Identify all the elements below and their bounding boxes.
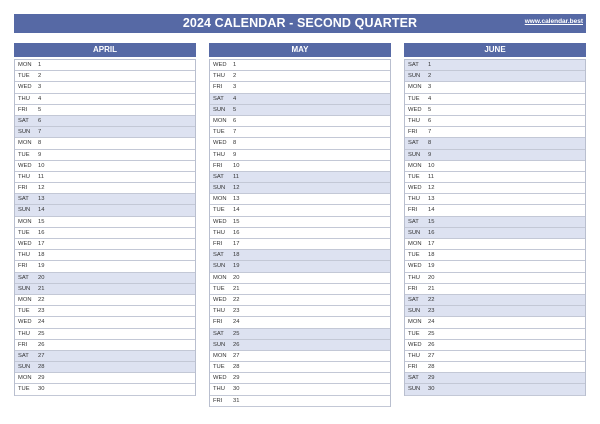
day-row: [15, 306, 195, 317]
day-row: [210, 217, 390, 228]
day-number: 11: [233, 173, 240, 180]
day-row: [15, 329, 195, 340]
day-row: [210, 396, 390, 407]
day-row: [405, 183, 585, 194]
weekday-label: WED: [213, 375, 227, 382]
day-row: [210, 150, 390, 161]
month-column-june: [404, 43, 586, 396]
weekday-label: FRI: [18, 263, 28, 270]
day-number: 17: [38, 241, 45, 247]
weekday-label: MON: [213, 274, 227, 281]
day-number: 23: [38, 308, 45, 315]
day-row: [405, 362, 585, 373]
weekday-label: THU: [213, 73, 225, 80]
day-number: 31: [233, 397, 240, 404]
day-number: 19: [233, 263, 240, 270]
day-number: 1: [233, 62, 237, 68]
weekday-label: THU: [408, 196, 420, 203]
day-row: [15, 82, 195, 93]
weekday-label: WED: [408, 263, 422, 270]
weekday-label: WED: [18, 84, 32, 91]
weekday-label: SAT: [408, 296, 419, 303]
weekday-label: SUN: [213, 341, 226, 348]
day-number: 1: [38, 62, 42, 68]
day-row: [15, 105, 195, 116]
day-number: 6: [38, 117, 42, 124]
day-number: 12: [233, 185, 240, 192]
weekday-label: THU: [213, 308, 225, 315]
weekday-label: SUN: [18, 129, 31, 136]
day-number: 17: [428, 241, 435, 247]
weekday-label: FRI: [213, 84, 223, 91]
day-row: [15, 217, 195, 228]
day-row: [15, 183, 195, 194]
day-row: [15, 284, 195, 295]
day-number: 25: [233, 330, 240, 337]
day-number: 27: [38, 352, 45, 359]
day-number: 17: [233, 241, 240, 247]
weekday-label: MON: [408, 84, 422, 91]
day-number: 20: [38, 274, 45, 281]
weekday-label: TUE: [408, 330, 420, 337]
website-link[interactable]: www.calendar.best: [524, 18, 583, 25]
day-row: [15, 150, 195, 161]
day-number: 1: [428, 62, 432, 68]
day-row: [210, 228, 390, 239]
day-row: [210, 373, 390, 384]
weekday-label: TUE: [18, 386, 30, 393]
day-number: 10: [233, 162, 240, 169]
day-number: 3: [428, 84, 432, 91]
weekday-label: WED: [18, 241, 32, 247]
day-number: 16: [233, 229, 240, 236]
day-number: 24: [233, 319, 240, 326]
day-row: [210, 295, 390, 306]
day-number: 9: [38, 151, 42, 158]
day-number: 30: [38, 386, 45, 393]
weekday-label: SAT: [213, 173, 224, 180]
day-number: 8: [233, 140, 237, 147]
weekday-label: SAT: [213, 330, 224, 337]
weekday-label: MON: [18, 375, 32, 382]
page-title: 2024 CALENDAR - SECOND QUARTER: [182, 16, 418, 30]
day-number: 22: [38, 296, 45, 303]
day-number: 21: [38, 285, 45, 292]
day-row: [210, 60, 390, 71]
weekday-label: WED: [213, 218, 227, 225]
day-row: [405, 161, 585, 172]
day-number: 5: [428, 106, 432, 113]
day-row: [15, 250, 195, 261]
day-row: [210, 261, 390, 272]
weekday-label: SUN: [18, 285, 31, 292]
weekday-label: TUE: [18, 151, 30, 158]
day-row: [15, 94, 195, 105]
title-banner: [14, 14, 586, 33]
day-row: [15, 362, 195, 373]
weekday-label: SAT: [408, 140, 419, 147]
weekday-label: SAT: [18, 352, 29, 359]
day-number: 15: [428, 218, 435, 225]
day-number: 8: [428, 140, 432, 147]
day-row: [405, 127, 585, 138]
weekday-label: SUN: [408, 229, 421, 236]
day-number: 16: [428, 229, 435, 236]
day-row: [210, 127, 390, 138]
day-number: 26: [233, 341, 240, 348]
day-row: [210, 94, 390, 105]
day-number: 6: [233, 117, 237, 124]
day-row: [15, 340, 195, 351]
day-row: [210, 138, 390, 149]
weekday-label: WED: [213, 140, 227, 147]
weekday-label: FRI: [18, 106, 28, 113]
day-number: 3: [38, 84, 42, 91]
day-row: [405, 295, 585, 306]
weekday-label: THU: [213, 386, 225, 393]
weekday-label: FRI: [213, 241, 223, 247]
day-row: [405, 273, 585, 284]
day-number: 24: [38, 319, 45, 326]
day-number: 4: [428, 95, 432, 102]
day-number: 5: [38, 106, 42, 113]
weekday-label: WED: [213, 296, 227, 303]
weekday-label: MON: [18, 62, 32, 68]
day-number: 27: [233, 352, 240, 359]
day-row: [15, 384, 195, 395]
weekday-label: FRI: [213, 162, 223, 169]
weekday-label: TUE: [213, 285, 225, 292]
day-number: 27: [428, 352, 435, 359]
day-row: [210, 194, 390, 205]
day-row: [15, 71, 195, 82]
day-number: 28: [38, 364, 45, 371]
day-row: [405, 284, 585, 295]
day-row: [15, 138, 195, 149]
day-row: [15, 261, 195, 272]
weekday-label: TUE: [213, 207, 225, 214]
weekday-label: THU: [213, 229, 225, 236]
day-number: 29: [428, 375, 435, 382]
day-number: 14: [233, 207, 240, 214]
day-number: 15: [38, 218, 45, 225]
day-number: 18: [233, 252, 240, 259]
day-number: 22: [428, 296, 435, 303]
day-number: 14: [38, 207, 45, 214]
day-number: 18: [38, 252, 45, 259]
day-number: 19: [38, 263, 45, 270]
day-row: [405, 228, 585, 239]
weekday-label: FRI: [213, 319, 223, 326]
weekday-label: MON: [213, 196, 227, 203]
day-number: 22: [233, 296, 240, 303]
day-number: 20: [428, 274, 435, 281]
weekday-label: SAT: [408, 62, 419, 68]
weekday-label: WED: [18, 162, 32, 169]
day-number: 24: [428, 319, 435, 326]
day-row: [210, 273, 390, 284]
day-row: [210, 329, 390, 340]
weekday-label: TUE: [408, 252, 420, 259]
day-row: [405, 150, 585, 161]
weekday-label: MON: [213, 117, 227, 124]
day-number: 2: [38, 73, 42, 80]
day-number: 2: [233, 73, 237, 80]
day-number: 2: [428, 73, 432, 80]
day-list: [14, 59, 196, 396]
month-header: MAY: [209, 43, 391, 57]
day-number: 11: [38, 173, 45, 180]
day-row: [210, 71, 390, 82]
day-number: 3: [233, 84, 237, 91]
weekday-label: FRI: [213, 397, 223, 404]
day-number: 18: [428, 252, 435, 259]
weekday-label: SAT: [18, 274, 29, 281]
weekday-label: WED: [408, 185, 422, 192]
weekday-label: MON: [18, 218, 32, 225]
weekday-label: THU: [18, 95, 30, 102]
day-row: [210, 340, 390, 351]
weekday-label: FRI: [408, 285, 418, 292]
weekday-label: WED: [408, 341, 422, 348]
weekday-label: MON: [18, 140, 32, 147]
month-column-april: [14, 43, 196, 396]
day-row: [405, 250, 585, 261]
day-row: [15, 239, 195, 250]
weekday-label: SUN: [408, 73, 421, 80]
day-number: 21: [428, 285, 435, 292]
weekday-label: TUE: [18, 73, 30, 80]
weekday-label: SAT: [18, 117, 29, 124]
weekday-label: THU: [18, 173, 30, 180]
month-header: JUNE: [404, 43, 586, 57]
day-row: [210, 183, 390, 194]
weekday-label: SUN: [213, 106, 226, 113]
weekday-label: MON: [408, 319, 422, 326]
day-row: [15, 351, 195, 362]
day-row: [210, 172, 390, 183]
day-number: 7: [428, 129, 432, 136]
day-number: 7: [233, 129, 237, 136]
weekday-label: TUE: [408, 173, 420, 180]
day-row: [15, 273, 195, 284]
weekday-label: SUN: [213, 185, 226, 192]
day-row: [210, 82, 390, 93]
day-row: [405, 138, 585, 149]
weekday-label: FRI: [408, 207, 418, 214]
day-row: [405, 172, 585, 183]
day-number: 4: [38, 95, 42, 102]
day-number: 10: [38, 162, 45, 169]
day-row: [405, 116, 585, 127]
weekday-label: TUE: [18, 308, 30, 315]
day-number: 29: [38, 375, 45, 382]
weekday-label: THU: [408, 274, 420, 281]
day-number: 13: [233, 196, 240, 203]
day-number: 19: [428, 263, 435, 270]
day-row: [405, 384, 585, 395]
weekday-label: SAT: [408, 218, 419, 225]
day-number: 26: [38, 341, 45, 348]
day-row: [15, 373, 195, 384]
day-number: 9: [233, 151, 237, 158]
day-row: [210, 384, 390, 395]
day-number: 30: [233, 386, 240, 393]
day-row: [405, 217, 585, 228]
weekday-label: SUN: [408, 386, 421, 393]
weekday-label: MON: [213, 352, 227, 359]
weekday-label: FRI: [408, 129, 418, 136]
day-row: [210, 284, 390, 295]
weekday-label: SUN: [18, 207, 31, 214]
day-row: [210, 362, 390, 373]
weekday-label: THU: [213, 151, 225, 158]
day-row: [405, 351, 585, 362]
day-number: 14: [428, 207, 435, 214]
day-number: 9: [428, 151, 432, 158]
day-row: [210, 116, 390, 127]
weekday-label: FRI: [18, 341, 28, 348]
day-row: [405, 261, 585, 272]
weekday-label: TUE: [213, 129, 225, 136]
day-number: 21: [233, 285, 240, 292]
day-row: [405, 239, 585, 250]
weekday-label: WED: [213, 62, 227, 68]
day-row: [405, 71, 585, 82]
weekday-label: MON: [408, 162, 422, 169]
day-row: [15, 228, 195, 239]
day-number: 28: [428, 364, 435, 371]
day-row: [405, 105, 585, 116]
weekday-label: SUN: [18, 364, 31, 371]
day-row: [15, 205, 195, 216]
weekday-label: TUE: [408, 95, 420, 102]
weekday-label: WED: [18, 319, 32, 326]
day-row: [405, 82, 585, 93]
day-row: [15, 317, 195, 328]
day-row: [15, 127, 195, 138]
day-row: [15, 116, 195, 127]
weekday-label: SAT: [408, 375, 419, 382]
day-row: [15, 161, 195, 172]
day-row: [15, 194, 195, 205]
day-row: [210, 317, 390, 328]
day-row: [210, 306, 390, 317]
day-row: [405, 329, 585, 340]
day-row: [210, 205, 390, 216]
day-list: [209, 59, 391, 407]
day-row: [405, 60, 585, 71]
weekday-label: MON: [408, 241, 422, 247]
day-row: [210, 161, 390, 172]
day-number: 10: [428, 162, 435, 169]
day-number: 13: [38, 196, 45, 203]
day-row: [405, 373, 585, 384]
day-row: [210, 239, 390, 250]
day-number: 29: [233, 375, 240, 382]
day-number: 11: [428, 173, 435, 180]
day-row: [405, 205, 585, 216]
day-list: [404, 59, 586, 396]
day-row: [15, 172, 195, 183]
day-row: [210, 105, 390, 116]
weekday-label: THU: [408, 117, 420, 124]
weekday-label: THU: [18, 330, 30, 337]
day-number: 7: [38, 129, 42, 136]
day-number: 20: [233, 274, 240, 281]
weekday-label: TUE: [213, 364, 225, 371]
weekday-label: WED: [408, 106, 422, 113]
day-number: 4: [233, 95, 237, 102]
weekday-label: SAT: [213, 252, 224, 259]
day-number: 30: [428, 386, 435, 393]
day-number: 5: [233, 106, 237, 113]
day-number: 6: [428, 117, 432, 124]
weekday-label: SUN: [213, 263, 226, 270]
weekday-label: MON: [18, 296, 32, 303]
day-number: 23: [233, 308, 240, 315]
day-row: [405, 194, 585, 205]
weekday-label: FRI: [408, 364, 418, 371]
day-number: 26: [428, 341, 435, 348]
day-row: [210, 250, 390, 261]
day-row: [405, 94, 585, 105]
weekday-label: THU: [408, 352, 420, 359]
day-number: 16: [38, 229, 45, 236]
weekday-label: SAT: [18, 196, 29, 203]
day-row: [15, 60, 195, 71]
day-row: [15, 295, 195, 306]
day-number: 8: [38, 140, 42, 147]
day-number: 12: [38, 185, 45, 192]
day-row: [405, 317, 585, 328]
day-number: 28: [233, 364, 240, 371]
weekday-label: SAT: [213, 95, 224, 102]
day-number: 25: [428, 330, 435, 337]
day-number: 13: [428, 196, 435, 203]
weekday-label: TUE: [18, 229, 30, 236]
weekday-label: SUN: [408, 308, 421, 315]
month-column-may: [209, 43, 391, 407]
day-number: 23: [428, 308, 435, 315]
weekday-label: FRI: [18, 185, 28, 192]
day-row: [210, 351, 390, 362]
day-number: 15: [233, 218, 240, 225]
day-number: 25: [38, 330, 45, 337]
weekday-label: SUN: [408, 151, 421, 158]
day-row: [405, 340, 585, 351]
day-number: 12: [428, 185, 435, 192]
day-row: [405, 306, 585, 317]
month-header: APRIL: [14, 43, 196, 57]
weekday-label: THU: [18, 252, 30, 259]
